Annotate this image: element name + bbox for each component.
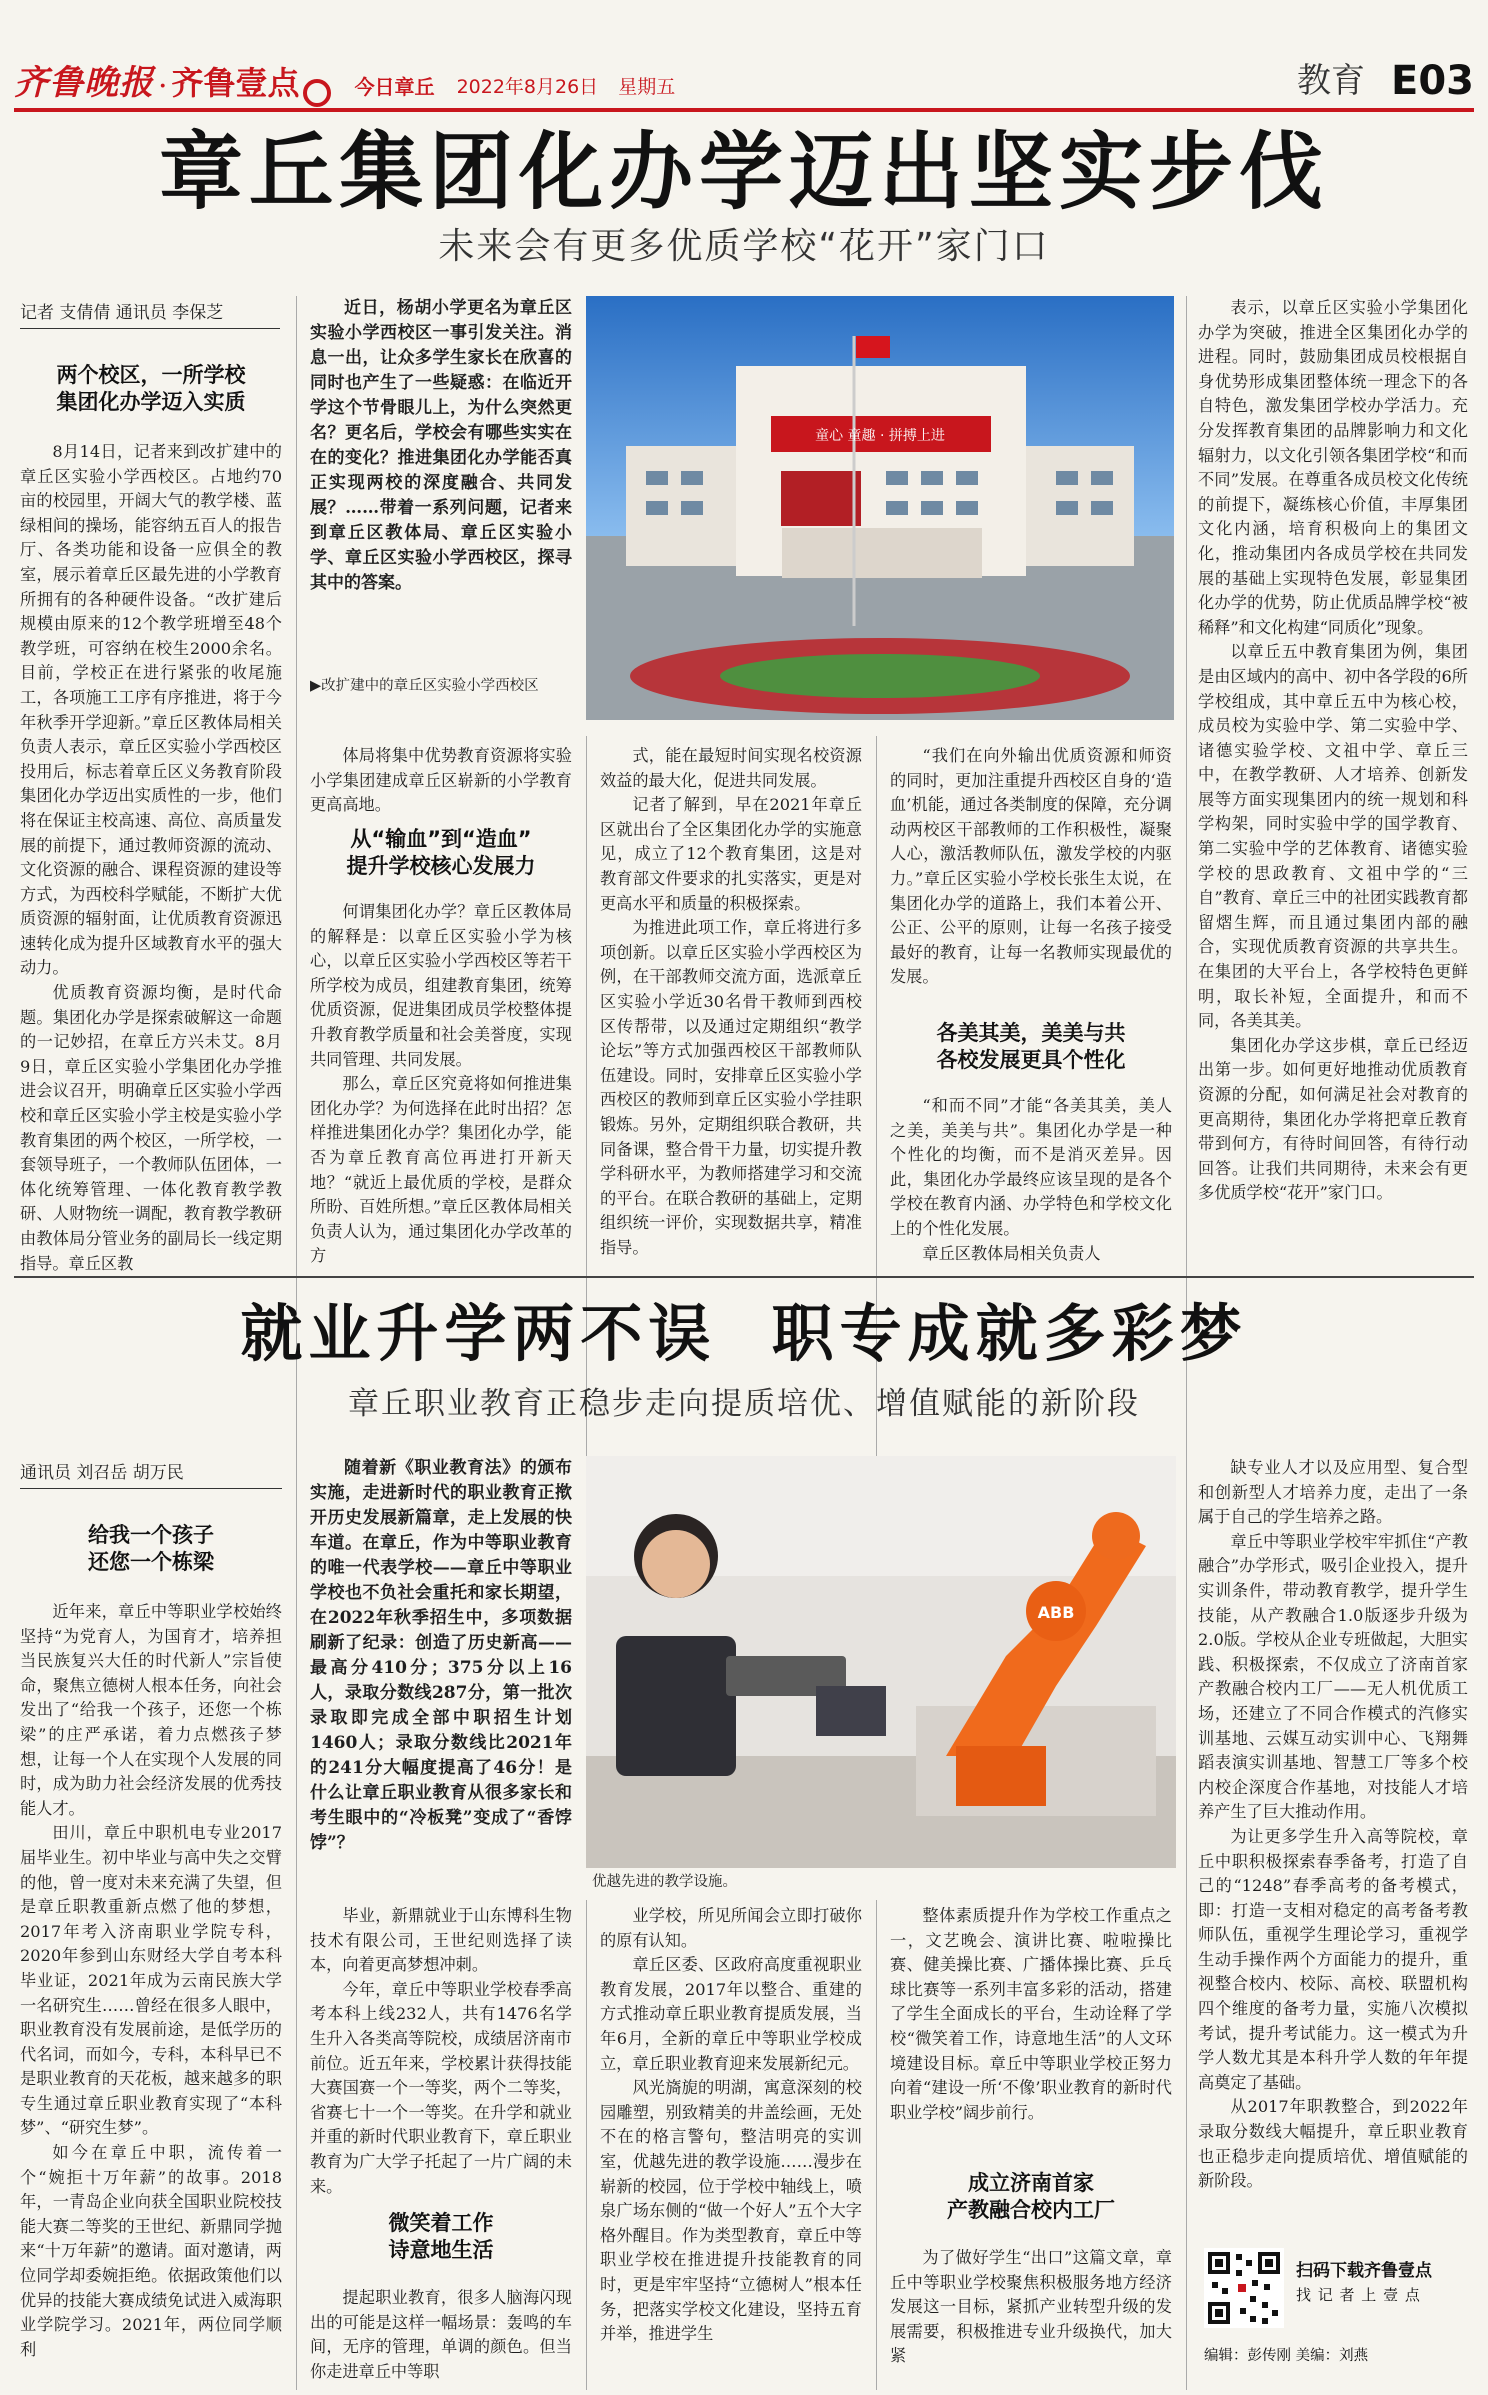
paragraph: 体局将集中优势教育资源将实验小学集团建成章丘区崭新的小学教育更高高地。	[310, 746, 572, 815]
paragraph: 式，能在最短时间实现名校资源效益的最大化，促进共同发展。	[600, 746, 862, 790]
story2-column-3	[600, 1904, 862, 2390]
paragraph: 表示，以章丘区实验小学集团化办学为突破，推进全区集团化办学的进程。同时，鼓励集团成员校根据自身优势形成集团整体统一理念下的各自特色，激发集团学校办学活力。充分发挥教育集团的品牌影响力和文化辐射力，以文化引领各集团学校“和而不同”发展。在尊重各成员校文化传统的前提下，凝练核心价值，丰厚集团文化内涵，培育积极向上的集团文化，推动集团内各成员学校在共同发展的基础上实现特色发展，彰显集团化办学的优势，防止优质品牌学校“被稀释”和文化构建“同质化”现象。	[1198, 298, 1468, 637]
story2-subtitle-3: 成立济南首家 产教融合校内工厂	[947, 2171, 1115, 2223]
school-building-image	[586, 296, 1174, 720]
paragraph: 章丘中等职业学校牢牢抓住“产教融合”办学形式，吸引企业投入，提升实训条件，带动教育教学，提升学生技能，从产教融合1.0版逐步升级为2.0版。学校从企业专班做起，大胆实践、积极探索，不仅成立了济南首家产教融合校内工厂——无人机优质工场，还建立了不同合作模式的汽修实训基地、云媒互动实训中心、飞翔舞蹈表演实训基地、智慧工厂等多个校内校企深度合作基地，对技能人才培养产生了巨大推动作用。	[1198, 1531, 1468, 1822]
paragraph: 集团化办学这步棋，章丘已经迈出第一步。如何更好地推动优质教育资源的分配，如何满足社会对教育的更高期待，集团化办学将把章丘教育带到何方，有待时间回答，有待行动回答。让我们共同期待，未来会有更多优质学校“花开”家门口。	[1198, 1035, 1468, 1203]
story2-subtitle-1: 给我一个孩子 还您一个栋梁	[88, 1523, 214, 1575]
story2-column-2b	[310, 2286, 572, 2390]
story1-byline: 记者 支倩倩 通讯员 李保芝	[20, 298, 280, 329]
paragraph: 记者了解到，早在2021年章丘区就出台了全区集团化办学的实施意见，成立了12个教育集团，这是对教育部文件要求的扎实落实，更是对更高水平和质量的积极探索。	[600, 795, 862, 913]
story1-subheadline: 未来会有更多优质学校“花开”家门口	[438, 226, 1050, 267]
page-number: E03	[1391, 58, 1474, 104]
issue-date: 2022年8月26日	[456, 76, 599, 98]
paragraph: 田川，章丘中职机电专业2017届毕业生。初中毕业与高中失之交臂的他，曾一度对未来充满了失望，但是章丘职教重新点燃了他的梦想，2017年考入济南职业学院专科，2020年参到山东财经大学自考本科毕业证，2021年成为云南民族大学一名研究生……曾经在很多人眼中，职业教育没有发展前途，是低学历的代名词，而如今，专科，本科早已不是职业教育的天花板，越来越多的职专生通过章丘职业教育实现了“本科梦”、“研究生梦”。	[20, 1823, 282, 2138]
story1-headline: 章丘集团化办学迈出坚实步伐	[158, 122, 1329, 221]
paragraph: 整体素质提升作为学校工作重点之一，文艺晚会、演讲比赛、啦啦操比赛、健美操比赛、广播体操比赛、乒乓球比赛等一系列丰富多彩的活动，搭建了学生全面成长的平台，生动诠释了学校“微笑着工作，诗意地生活”的人文环境建设目标。章丘中等职业学校正努力向着“建设一所‘不像’职业教育的新时代职业学校”阔步前行。	[890, 1906, 1172, 2122]
story2-column-4b	[890, 2246, 1172, 2390]
story2-photo-caption: 优越先进的教学设施。	[592, 1874, 737, 1890]
paragraph: 业学校，所见所闻会立即打破你的原有认知。	[600, 1906, 862, 1950]
story2-column-4	[890, 1904, 1172, 2166]
story2-photo	[586, 1456, 1176, 1868]
story2-subtitle-2: 微笑着工作 诗意地生活	[388, 2211, 494, 2263]
paragraph: 今年，章丘中等职业学校春季高考本科上线232人，共有1476名学生升入各类高等院校，成绩居济南市前位。近五年来，学校累计获得技能大赛国赛一个一等奖，两个二等奖，省赛七十一个一等奖。在升学和就业并重的新时代职业教育下，章丘职业教育为广大学子托起了一片广阔的未来。	[310, 1979, 572, 2196]
lead-paragraph: 近日，杨胡小学更名为章丘区实验小学西校区一事引发关注。消息一出，让众多学生家长在欣喜的同时也产生了一些疑惑：在临近开学这个节骨眼儿上，为什么突然更名？更名后，学校会有哪些实实在在的变化？推进集团化办学能否真正实现两校的深度融合、共同发展？……带着一系列问题，记者来到章丘区教体局、章丘区实验小学、章丘区实验小学西校区，探寻其中的答案。	[310, 298, 572, 593]
story1-subtitle-1: 两个校区，一所学校 集团化办学迈入实质	[56, 363, 246, 415]
robot-brand-text: ABB	[1037, 1603, 1075, 1622]
paragraph: 缺专业人才以及应用型、复合型和创新型人才培养力度，走出了一条属于自己的学生培养之路。	[1198, 1458, 1468, 1527]
paragraph: 为推进此项工作，章丘将进行多项创新。以章丘区实验小学西校区为例，在干部教师交流方面，选派章丘区实验小学近30名骨干教师到西校区传帮带，以及通过定期组织“教学论坛”等方式加强西校区干部教师队伍建设。同时，安排章丘区实验小学西校区的教师到章丘区实验小学挂职锻炼。另外，定期组织联合教研，共同备课，整合骨干力量，切实提升教学科研水平，为教师搭建学习和交流的平台。在联合教研的基础上，定期组织统一评价，实现数据共享，精准指导。	[600, 918, 862, 1257]
paragraph: 近年来，章丘中等职业学校始终坚持“为党育人，为国育才，培养担当民族复兴大任的时代新人”宗旨使命，聚焦立德树人根本任务，向社会发出了“给我一个孩子，还您一个栋梁”的庄严承诺，着力点燃孩子梦想，让每一个人在实现个人发展的同时，成为助力社会经济发展的优秀技能人才。	[20, 1602, 282, 1818]
column-divider	[586, 1900, 587, 2390]
paragraph: 8月14日，记者来到改扩建中的章丘区实验小学西校区。占地约70亩的校园里，开阔大气的教学楼、蓝绿相间的操场，能容纳五百人的报告厅、各类功能和设备一应俱全的教室，展示着章丘区最先进的小学教育所拥有的各种硬件设备。“改扩建后规模由原来的12个教学班增至48个教学班，可容纳在校生2000余名。目前，学校正在进行紧张的收尾施工，各项施工工序有序推进，将于今年秋季开学迎新。”章丘区教体局相关负责人表示，章丘区实验小学西校区投用后，标志着章丘区义务教育阶段集团化办学迈出实质性的一步，他们将在保证主校高速、高位、高质量发展的前提下，通过教师资源的流动、文化资源的融合、课程资源的建设等方式，为西校科学赋能，不断扩大优质资源的辐射面，让优质教育资源迅速转化成为提升区域教育水平的强大动力。	[20, 442, 282, 978]
paragraph: 为了做好学生“出口”这篇文章，章丘中等职业学校聚焦积极服务地方经济发展这一目标，紧抓产业转型升级的发展需要，积极推进专业升级换代，加大紧	[890, 2248, 1172, 2366]
story2-column-2	[310, 1904, 572, 2196]
masthead-rule	[14, 108, 1474, 112]
story1-photo	[586, 296, 1174, 720]
story2-column-1	[20, 1600, 282, 2390]
paragraph: 风光旖旎的明湖，寓意深刻的校园雕塑，别致精美的井盖绘画，无处不在的格言警句，整洁明亮的实训室，优越先进的教学设施……漫步在崭新的校园，位于学校中轴线上，喷泉广场东侧的“做一个好人”五个大字格外醒目。作为类型教育，章丘中等职业学校在推进提升技能教育的同时，更是牢牢坚持“立德树人”根本任务，把落实学校文化建设，坚持五育并举，推进学生	[600, 2078, 862, 2344]
story1-column-4	[890, 744, 1172, 1014]
paragraph: 那么，章丘区究竟将如何推进集团化办学？为何选择在此时出招？怎样推进集团化办学？集团化办学，能否为章丘教育高位再进打开新天地？“就近上最优质的学校，是群众所盼、百姓所想。”章丘区教体局相关负责人认为，通过集团化办学改革的方	[310, 1074, 572, 1266]
story1-subtitle-2: 从“输血”到“造血” 提升学校核心发展力	[346, 827, 536, 879]
paragraph: 以章丘五中教育集团为例，集团是由区域内的高中、初中各学段的6所学校组成，其中章丘五中为核心校，成员校为实验中学、第二实验中学、诸德实验学校、文祖中学、章丘三中，在教学教研、人才培养、创新发展等方面实现集团内的统一规划和科学构架，同时实验中学的国学教育、第二实验中学的艺体教育、诸德实验学校的思政教育、文祖中学的“三自”教育、章丘三中的社团实践教育都留熠生辉，而且通过集团内部的融合，实现优质教育资源的共享共生。在集团的大平台上，各学校特色更鲜明，取长补短，全面提升，和而不同，各美其美。	[1198, 642, 1468, 1031]
story-divider	[14, 1276, 1474, 1278]
story1-column-2	[310, 744, 572, 814]
editor-line: 编辑：彭传刚 美编：刘燕	[1204, 2348, 1369, 2364]
paragraph: “和而不同”才能“各美其美，美人之美，美美与共”。集团化办学是一种个性化的均衡，而不是消灭差异。因此，集团化办学最终应该呈现的是各个学校在教育内涵、办学特色和学校文化上的个性化发展。	[890, 1096, 1172, 1238]
qr-sub-label: 找 记 者 上 壹 点	[1296, 2286, 1421, 2304]
qr-code-icon[interactable]	[1204, 2248, 1284, 2328]
paragraph: 毕业，新鼎就业于山东博科生物技术有限公司，王世纪则选择了读本，向着更高梦想冲刺。	[310, 1906, 572, 1975]
paragraph: 从2017年职教整合，到2022年录取分数线大幅提升，章丘职业教育也正稳步走向提质培优、增值赋能的新阶段。	[1198, 2097, 1468, 2191]
story1-subtitle-3: 各美其美，美美与共 各校发展更具个性化	[936, 1021, 1126, 1073]
column-divider	[1186, 1456, 1187, 2390]
brand-circle-icon	[303, 79, 331, 107]
paragraph: 何谓集团化办学？章丘区教体局的解释是：以章丘区实验小学为核心，以章丘区实验小学西校区等若干所学校为成员，组建教育集团，统筹优质资源，促进集团成员学校整体提升教育教学质量和社会美誉度，实现共同管理、共同发展。	[310, 902, 572, 1069]
paragraph: 章丘区委、区政府高度重视职业教育发展，2017年以整合、重建的方式推动章丘职业教育提质发展，当年6月，全新的章丘中等职业学校成立，章丘职业教育迎来发展新纪元。	[600, 1955, 862, 2073]
lead-paragraph: 随着新《职业教育法》的颁布实施，走进新时代的职业教育正揿开历史发展新篇章，走上发展的快车道。在章丘，作为中等职业教育的唯一代表学校——章丘中等职业学校也不负社会重托和家长期望，在2022年秋季招生中，多项数据刷新了纪录：创造了历史新高——最高分410分；375分以上16人，录取分数线287分，第一批次录取即完成全部中职招生计划1460人；录取分数线比2021年的241分大幅度提高了46分！是什么让章丘职业教育从很多家长和考生眼中的“冷板凳”变成了“香饽饽”？	[310, 1458, 572, 1853]
story2-lead	[310, 1456, 572, 1868]
section-name: 教育	[1297, 61, 1365, 101]
brand-primary-logo: 齐鲁晚报	[14, 63, 154, 103]
masthead	[14, 38, 1474, 104]
paragraph: 为让更多学生升入高等院校，章丘中职积极探索春季备考，打造了自己的“1248”春季高考的备考模式，即：打造一支相对稳定的高考备考教师队伍，重视学生理论学习，重视学生动手操作两个方面能力的提升，重视整合校内、校际、高校、联盟机构四个维度的备考力量，实施八次模拟考试，提升考试能力。这一模式为升学人数尤其是本科升学人数的年年提高奠定了基础。	[1198, 1826, 1468, 2092]
story2-column-5	[1198, 1456, 1468, 2232]
paragraph: 如今在章丘中职，流传着一个“婉拒十万年薪”的故事。2018年，一青岛企业向获全国职业院校技能大赛二等奖的王世纪、新鼎同学抛来“十万年薪”的邀请。面对邀请，两位同学却委婉拒绝。依据政策他们以优异的技能大赛成绩免试进入威海职业学院学习。2021年，两位同学顺利	[20, 2143, 282, 2359]
edition-name: 今日章丘	[354, 75, 435, 99]
qr-label: 扫码下载齐鲁壹点	[1296, 2261, 1432, 2281]
paragraph: 章丘区教体局相关负责人	[922, 1243, 1101, 1263]
story1-photo-caption: ▶改扩建中的章丘区实验小学西校区	[310, 678, 539, 694]
issue-weekday: 星期五	[618, 76, 676, 98]
robot-lab-image	[586, 1456, 1176, 1868]
story1-lead	[310, 296, 572, 676]
sign-text: 童心 童趣 · 拼搏上进	[815, 428, 945, 444]
column-divider	[296, 1456, 297, 2390]
story2-byline: 通讯员 刘召岳 胡万民	[20, 1458, 282, 1489]
paragraph: 优质教育资源均衡，是时代命题。集团化办学是探索破解这一命题的一记妙招，在章丘方兴未艾。8月9日，章丘区实验小学集团化办学推进会议召开，明确章丘区实验小学西校和章丘区实验小学主校是实验小学教育集团的两个校区，一所学校，一套领导班子，一个教师队伍团体，一体化统筹管理、一体化教育教学教研、人财物统一调配，教育教学教研由教体局分管业务的副局长一线定期指导。章丘区教	[20, 983, 282, 1273]
story2-subheadline: 章丘职业教育正稳步走向提质培优、增值赋能的新阶段	[348, 1386, 1140, 1422]
brand-separator: ·	[158, 69, 168, 104]
story2-headline: 就业升学两不误 职专成就多彩梦	[240, 1297, 1248, 1370]
paragraph: “我们在向外输出优质资源和师资的同时，更加注重提升西校区自身的‘造血’机能，通过各类制度的保障，充分调动两校区干部教师的工作积极性，凝聚人心，激活教师队伍，激发学校的内驱力。”章丘区实验小学校长张生太说，在集团化办学的道路上，我们本着公开、公正、公平的原则，让每一名孩子接受最好的教育，让每一名教师实现最优的发展。	[890, 746, 1172, 987]
qr-code-graphic	[1204, 2248, 1284, 2328]
column-divider	[876, 1900, 877, 2390]
paragraph: 提起职业教育，很多人脑海闪现出的可能是这样一幅场景：轰鸣的车间，无序的管理，单调的颜色。但当你走进章丘中等职	[310, 2288, 572, 2381]
brand-secondary-logo: 齐鲁壹点	[171, 64, 300, 102]
